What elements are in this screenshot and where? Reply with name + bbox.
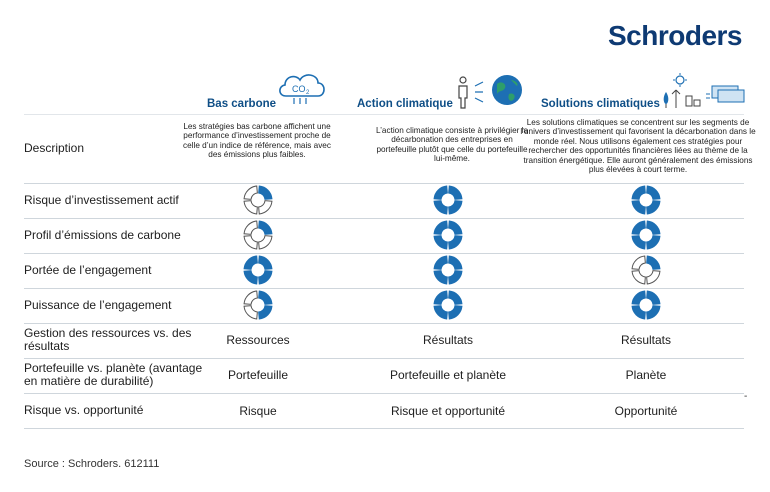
- ring-segment-filled: [434, 291, 447, 304]
- ring-segment-filled: [632, 236, 645, 249]
- ring-segment-filled: [449, 271, 462, 284]
- rating-ring-icon: [242, 184, 274, 216]
- row-label-portefeuille-planete: Portefeuille vs. planète (avantage en matière de durabilité): [24, 361, 203, 388]
- rating-ring-icon: [630, 254, 662, 286]
- ring-segment-filled: [259, 256, 272, 269]
- ring-segment-filled: [647, 236, 660, 249]
- ring-segment-filled: [647, 201, 660, 214]
- ring-segment-filled: [647, 186, 660, 199]
- ring-segment-filled: [647, 291, 660, 304]
- ring-segment-empty: [632, 256, 645, 269]
- svg-text:CO: CO: [292, 84, 306, 94]
- ring-segment-filled: [632, 291, 645, 304]
- cell-portefeuille-bas-carbone: Portefeuille: [227, 368, 289, 382]
- ring-segment-filled: [434, 256, 447, 269]
- ring-segment-filled: [259, 186, 272, 199]
- column-header-action-climatique: Action climatique: [357, 98, 453, 110]
- row-label-description: Description: [24, 141, 85, 155]
- ring-segment-filled: [434, 186, 447, 199]
- cell-risque-solutions-climatiques: Opportunité: [614, 404, 678, 418]
- row-label-risque-investissement: Risque d’investissement actif: [24, 193, 179, 207]
- rating-ring-icon: [242, 219, 274, 251]
- stray-mark: -: [744, 391, 748, 402]
- person-globe-icon: [455, 74, 527, 115]
- rating-ring-icon: [432, 219, 464, 251]
- ring-segment-filled: [632, 221, 645, 234]
- schroders-logo: Schroders: [608, 20, 742, 51]
- rating-ring-icon: [242, 289, 274, 321]
- ring-segment-empty: [259, 236, 272, 249]
- ring-segment-filled: [434, 271, 447, 284]
- ring-segment-empty: [244, 186, 257, 199]
- row-divider: [24, 428, 744, 429]
- column-header-bas-carbone: Bas carbone: [207, 98, 277, 110]
- ring-segment-filled: [647, 306, 660, 319]
- ring-segment-filled: [434, 306, 447, 319]
- cell-portefeuille-action-climatique: Portefeuille et planète: [389, 368, 507, 382]
- ring-segment-filled: [259, 271, 272, 284]
- rating-ring-icon: [630, 289, 662, 321]
- row-label-puissance-engagement: Puissance de l’engagement: [24, 298, 172, 312]
- rating-ring-icon: [432, 184, 464, 216]
- row-label-risque-opportunite: Risque vs. opportunité: [24, 403, 144, 417]
- co2-cloud-icon: [276, 70, 328, 111]
- rating-ring-icon: [242, 254, 274, 286]
- cell-gestion-bas-carbone: Ressources: [226, 333, 290, 347]
- ring-segment-filled: [259, 306, 272, 319]
- cell-risque-bas-carbone: Risque: [239, 404, 277, 418]
- ring-segment-empty: [244, 221, 257, 234]
- column-header-solutions-climatiques: Solutions climatiques: [541, 98, 660, 110]
- ring-segment-filled: [449, 256, 462, 269]
- ring-segment-filled: [449, 236, 462, 249]
- ring-segment-filled: [449, 306, 462, 319]
- ring-segment-filled: [259, 221, 272, 234]
- ring-segment-filled: [244, 271, 257, 284]
- ring-segment-filled: [259, 291, 272, 304]
- row-divider: [24, 358, 744, 359]
- ring-segment-filled: [434, 221, 447, 234]
- row-divider: [24, 323, 744, 324]
- ring-segment-empty: [244, 201, 257, 214]
- row-divider: [24, 393, 744, 394]
- ring-segment-empty: [632, 271, 645, 284]
- description-action-climatique: L’action climatique consiste à privilégier la décarbonation des entreprises en portefeuille plutôt que celle du portefeuille lui-même.: [376, 126, 528, 164]
- rating-ring-icon: [432, 289, 464, 321]
- ring-segment-filled: [632, 201, 645, 214]
- ring-segment-filled: [449, 291, 462, 304]
- cell-portefeuille-solutions-climatiques: Planète: [625, 368, 667, 382]
- rating-ring-icon: [630, 184, 662, 216]
- ring-segment-filled: [449, 221, 462, 234]
- row-label-portee-engagement: Portée de l’engagement: [24, 263, 152, 277]
- rating-ring-icon: [432, 254, 464, 286]
- ring-segment-filled: [632, 186, 645, 199]
- ring-segment-filled: [647, 221, 660, 234]
- ring-segment-empty: [259, 201, 272, 214]
- description-solutions-climatiques: Les solutions climatiques se concentrent sur les segments de l’univers d’investissement qui favorisent la décarbonation dans le monde réel. Nous utilisons également ces stratégies pour rechercher des opportunités financières liées au thème de la transition énergétique. Elle auront généralement des émissions plus élevées à court terme.: [520, 118, 756, 175]
- cell-gestion-action-climatique: Résultats: [422, 333, 474, 347]
- row-label-gestion-ressources: Gestion des ressources vs. des résultats: [24, 326, 192, 353]
- renewables-icon: [660, 72, 750, 113]
- ring-segment-filled: [647, 256, 660, 269]
- description-bas-carbone: Les stratégies bas carbone affichent une performance d’investissement proche de celle d’un indice de référence, mais avec des émissions plus faibles.: [183, 122, 331, 160]
- ring-segment-empty: [244, 236, 257, 249]
- ring-segment-filled: [449, 186, 462, 199]
- ring-segment-filled: [434, 201, 447, 214]
- svg-text:2: 2: [306, 90, 310, 96]
- source-note: Source : Schroders. 612111: [24, 458, 160, 470]
- ring-segment-empty: [244, 291, 257, 304]
- row-divider: [24, 114, 744, 115]
- ring-segment-empty: [647, 271, 660, 284]
- ring-segment-empty: [244, 306, 257, 319]
- rating-ring-icon: [630, 219, 662, 251]
- cell-risque-action-climatique: Risque et opportunité: [390, 404, 506, 418]
- ring-segment-filled: [434, 236, 447, 249]
- ring-segment-filled: [632, 306, 645, 319]
- row-label-profil-emissions: Profil d’émissions de carbone: [24, 228, 181, 242]
- ring-segment-filled: [244, 256, 257, 269]
- cell-gestion-solutions-climatiques: Résultats: [620, 333, 672, 347]
- ring-segment-filled: [449, 201, 462, 214]
